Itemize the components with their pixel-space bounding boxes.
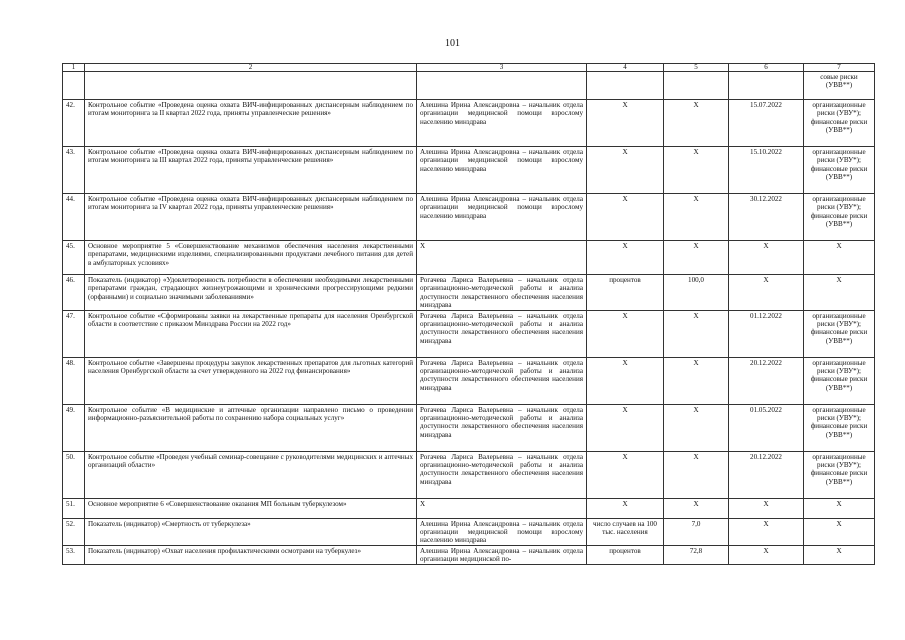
- deadline-date: 15.07.2022: [729, 100, 804, 147]
- column-number: 7: [804, 64, 875, 72]
- indicator-value: X: [664, 310, 729, 357]
- table-row: [63, 147, 875, 194]
- row-number: 52.: [63, 518, 85, 545]
- unit-of-measure: X: [587, 498, 664, 518]
- row-number: 45.: [63, 241, 85, 275]
- risk-description: X: [804, 545, 875, 564]
- deadline-date: 15.10.2022: [729, 147, 804, 194]
- column-number: 1: [63, 64, 85, 72]
- unit-of-measure: число случаев на 100 тыс. населения: [587, 518, 664, 545]
- plan-table: [62, 63, 875, 565]
- risk-description: организационные риски (УВУ*); финансовые риски (УВВ**): [804, 100, 875, 147]
- responsible-person: X: [417, 498, 587, 518]
- event-description: Контрольное событие «В медицинские и аптечные организации направлено письмо о проведении информационно-разъяснительной работы по сохранению набора социальных услуг»: [85, 404, 417, 451]
- responsible-person: [417, 72, 587, 100]
- unit-of-measure: X: [587, 451, 664, 498]
- responsible-person: Алешина Ирина Александровна – начальник отдела организации медицинской помощи взрослому населению минздрава: [417, 194, 587, 241]
- indicator-value: X: [664, 357, 729, 404]
- row-number: 51.: [63, 498, 85, 518]
- risk-description: X: [804, 518, 875, 545]
- indicator-value: X: [664, 100, 729, 147]
- row-number: 50.: [63, 451, 85, 498]
- column-number: 2: [85, 64, 417, 72]
- risk-description: X: [804, 241, 875, 275]
- table-row: [63, 100, 875, 147]
- table-row: [63, 545, 875, 564]
- event-description: Показатель (индикатор) «Смертность от туберкулеза»: [85, 518, 417, 545]
- table-row: [63, 498, 875, 518]
- event-description: Контрольное событие «Проведен учебный семинар-совещание с руководителями медицинских и аптечных организаций области»: [85, 451, 417, 498]
- row-number: 44.: [63, 194, 85, 241]
- event-description: Показатель (индикатор) «Удовлетворенность потребности в обеспечении необходимыми лекарственными препаратами граждан, страдающих жизнеугрожающими и хроническими прогрессирующими редкими (орфанными) и социально значимыми заболеваниями»: [85, 275, 417, 311]
- unit-of-measure: X: [587, 100, 664, 147]
- table-row: [63, 404, 875, 451]
- responsible-person: Алешина Ирина Александровна – начальник отдела организации медицинской помощи взрослому населению минздрава: [417, 518, 587, 545]
- column-number: 6: [729, 64, 804, 72]
- risk-description: организационные риски (УВУ*); финансовые риски (УВВ**): [804, 357, 875, 404]
- event-description: Основное мероприятие 6 «Совершенствование оказания МП больным туберкулезом»: [85, 498, 417, 518]
- table-row: [63, 275, 875, 311]
- indicator-value: X: [664, 404, 729, 451]
- indicator-value: X: [664, 498, 729, 518]
- indicator-value: 72,8: [664, 545, 729, 564]
- deadline-date: X: [729, 498, 804, 518]
- responsible-person: Рогачева Лариса Валерьевна – начальник отдела организационно-методической работы и анализа доступности лекарственного обеспечения населения минздрава: [417, 404, 587, 451]
- responsible-person: Рогачева Лариса Валерьевна – начальник отдела организационно-методической работы и анализа доступности лекарственного обеспечения населения минздрава: [417, 275, 587, 311]
- column-number: 3: [417, 64, 587, 72]
- indicator-value: X: [664, 147, 729, 194]
- deadline-date: 20.12.2022: [729, 357, 804, 404]
- risk-description: X: [804, 498, 875, 518]
- unit-of-measure: X: [587, 194, 664, 241]
- table-row: [63, 357, 875, 404]
- unit-of-measure: X: [587, 357, 664, 404]
- unit-of-measure: X: [587, 310, 664, 357]
- indicator-value: 7,0: [664, 518, 729, 545]
- risk-description: организационные риски (УВУ*); финансовые риски (УВВ**): [804, 451, 875, 498]
- risk-description: совые риски (УВВ**): [804, 72, 875, 100]
- indicator-value: [664, 72, 729, 100]
- risk-description: организационные риски (УВУ*); финансовые риски (УВВ**): [804, 310, 875, 357]
- event-description: Контрольное событие «Сформированы заявки на лекарственные препараты для населения Оренбургской области в соответствие с приказом Минздрава России на 2022 год»: [85, 310, 417, 357]
- deadline-date: 01.12.2022: [729, 310, 804, 357]
- event-description: Контрольное событие «Завершены процедуры закупок лекарственных препаратов для льготных категорий населения Оренбургской области за счет утвержденного на 2022 год финансирования»: [85, 357, 417, 404]
- unit-of-measure: X: [587, 147, 664, 194]
- table-row: [63, 451, 875, 498]
- indicator-value: X: [664, 194, 729, 241]
- row-number: 49.: [63, 404, 85, 451]
- row-number: 42.: [63, 100, 85, 147]
- event-description: Контрольное событие «Проведена оценка охвата ВИЧ-инфицированных диспансерным наблюдением по итогам мониторинга за II квартал 2022 года, приняты управленческие решения»: [85, 100, 417, 147]
- unit-of-measure: процентов: [587, 545, 664, 564]
- column-number-row: [63, 64, 875, 72]
- table-row: [63, 241, 875, 275]
- risk-description: организационные риски (УВУ*); финансовые риски (УВВ**): [804, 404, 875, 451]
- risk-description: организационные риски (УВУ*); финансовые риски (УВВ**): [804, 194, 875, 241]
- event-description: Основное мероприятие 5 «Совершенствование механизмов обеспечения населения лекарственными препаратами, медицинскими изделиями, специализированными продуктами лечебного питания для детей в амбулаторных условиях»: [85, 241, 417, 275]
- responsible-person: Рогачева Лариса Валерьевна – начальник отдела организационно-методической работы и анализа доступности лекарственного обеспечения населения минздрава: [417, 357, 587, 404]
- indicator-value: 100,0: [664, 275, 729, 311]
- deadline-date: 01.05.2022: [729, 404, 804, 451]
- indicator-value: X: [664, 241, 729, 275]
- deadline-date: X: [729, 275, 804, 311]
- event-description: Показатель (индикатор) «Охват населения профилактическими осмотрами на туберкулез»: [85, 545, 417, 564]
- column-number: 4: [587, 64, 664, 72]
- table-row: [63, 310, 875, 357]
- responsible-person: Рогачева Лариса Валерьевна – начальник отдела организационно-методической работы и анализа доступности лекарственного обеспечения населения минздрава: [417, 451, 587, 498]
- deadline-date: X: [729, 241, 804, 275]
- row-number: [63, 72, 85, 100]
- row-number: 53.: [63, 545, 85, 564]
- event-description: [85, 72, 417, 100]
- responsible-person: Алешина Ирина Александровна – начальник отдела организации медицинской по-: [417, 545, 587, 564]
- event-description: Контрольное событие «Проведена оценка охвата ВИЧ-инфицированных диспансерным наблюдением по итогам мониторинга за III квартал 2022 года, приняты управленческие решения»: [85, 147, 417, 194]
- unit-of-measure: [587, 72, 664, 100]
- unit-of-measure: X: [587, 404, 664, 451]
- deadline-date: 20.12.2022: [729, 451, 804, 498]
- deadline-date: X: [729, 518, 804, 545]
- page-number: 101: [445, 38, 460, 49]
- event-description: Контрольное событие «Проведена оценка охвата ВИЧ-инфицированных диспансерным наблюдением по итогам мониторинга за IV квартал 2022 года, приняты управленческие решения»: [85, 194, 417, 241]
- responsible-person: X: [417, 241, 587, 275]
- row-number: 48.: [63, 357, 85, 404]
- deadline-date: 30.12.2022: [729, 194, 804, 241]
- row-number: 43.: [63, 147, 85, 194]
- responsible-person: Алешина Ирина Александровна – начальник отдела организации медицинской помощи взрослому населению минздрава: [417, 100, 587, 147]
- unit-of-measure: процентов: [587, 275, 664, 311]
- row-number: 47.: [63, 310, 85, 357]
- table-row: [63, 72, 875, 100]
- risk-description: X: [804, 275, 875, 311]
- table-row: [63, 518, 875, 545]
- unit-of-measure: X: [587, 241, 664, 275]
- deadline-date: [729, 72, 804, 100]
- deadline-date: X: [729, 545, 804, 564]
- table-row: [63, 194, 875, 241]
- risk-description: организационные риски (УВУ*); финансовые риски (УВВ**): [804, 147, 875, 194]
- responsible-person: Рогачева Лариса Валерьевна – начальник отдела организационно-методической работы и анализа доступности лекарственного обеспечения населения минздрава: [417, 310, 587, 357]
- column-number: 5: [664, 64, 729, 72]
- row-number: 46.: [63, 275, 85, 311]
- indicator-value: X: [664, 451, 729, 498]
- responsible-person: Алешина Ирина Александровна – начальник отдела организации медицинской помощи взрослому населению минздрава: [417, 147, 587, 194]
